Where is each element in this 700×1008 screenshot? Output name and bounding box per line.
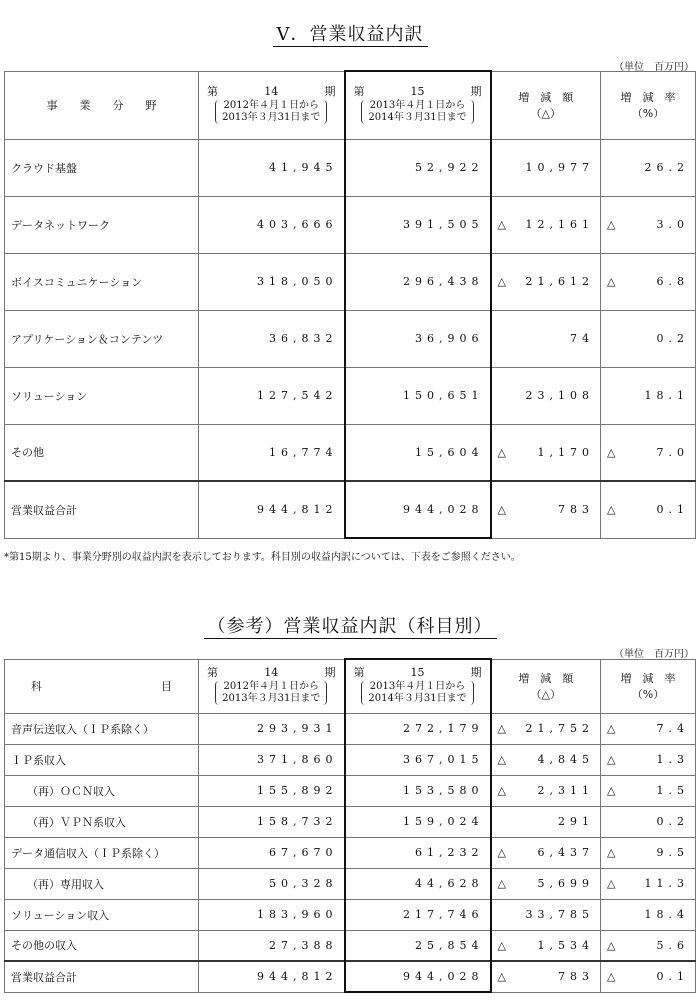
value-period14: 50,328: [199, 868, 345, 899]
value-period15: 217,746: [345, 899, 491, 930]
value-period14: 67,670: [199, 837, 345, 868]
decrease-marker: △: [497, 877, 506, 890]
value-change: [491, 744, 601, 775]
value-period14: 155,892: [199, 775, 345, 806]
value-period15: 159,024: [345, 806, 491, 837]
table-row: [5, 424, 696, 481]
decrease-marker: △: [497, 722, 506, 735]
value-period15: 15,604: [345, 424, 491, 481]
change-amount: 783: [558, 503, 594, 517]
decrease-marker: △: [607, 753, 616, 766]
value-period14: 318,050: [199, 253, 345, 310]
change-amount: 291: [558, 815, 594, 828]
change-amount: 1,534: [537, 938, 594, 952]
header-change: 増 減 額 （△）: [491, 71, 601, 139]
decrease-marker: △: [497, 753, 506, 766]
value-change: [491, 868, 601, 899]
decrease-marker: △: [607, 877, 616, 890]
change-amount: 74: [570, 332, 594, 345]
change-rate: 18.4: [644, 908, 689, 921]
total-row: [5, 481, 696, 538]
account-item-table: [4, 658, 696, 993]
change-rate: 3.0: [656, 218, 689, 231]
value-change: [491, 806, 601, 837]
decrease-marker: △: [497, 970, 506, 984]
value-rate: [601, 713, 696, 744]
business-segment-table: [4, 70, 696, 539]
row-label: クラウド基盤: [5, 139, 199, 196]
value-period15: 296,438: [345, 253, 491, 310]
table-row: [5, 713, 696, 744]
value-change: [491, 713, 601, 744]
value-period14: 127,542: [199, 367, 345, 424]
change-amount: 1,170: [537, 445, 594, 459]
change-amount: 2,311: [537, 784, 594, 797]
value-rate: [601, 899, 696, 930]
value-period14: 41,945: [199, 139, 345, 196]
change-amount: 21,612: [525, 275, 594, 288]
table-row: [5, 868, 696, 899]
header-period15: 第 15 期 2013年４月１日から 2014年３月31日まで: [345, 71, 491, 139]
value-rate: [601, 837, 696, 868]
change-rate: 7.0: [656, 445, 689, 459]
value-change: [491, 310, 601, 367]
decrease-marker: △: [497, 275, 506, 288]
value-change: [491, 837, 601, 868]
value-rate: [601, 961, 696, 992]
section1-unit: （単位 百万円）: [614, 62, 694, 73]
change-rate: 1.3: [656, 753, 689, 766]
row-label: その他の収入: [5, 930, 199, 961]
section1-title: Ⅴ．営業収益内訳: [0, 20, 700, 46]
table-row: [5, 837, 696, 868]
row-label: （再）専用収入: [5, 868, 199, 899]
header-rate: 増 減 率 （%）: [601, 659, 696, 713]
row-label: 営業収益合計: [5, 961, 199, 992]
change-amount: 5,699: [537, 877, 594, 890]
value-period15: 44,628: [345, 868, 491, 899]
value-period15: 36,906: [345, 310, 491, 367]
decrease-marker: △: [607, 503, 616, 517]
decrease-marker: △: [497, 784, 506, 797]
value-rate: [601, 868, 696, 899]
value-period15: 61,232: [345, 837, 491, 868]
value-period14: 16,774: [199, 424, 345, 481]
change-rate: 18.1: [644, 389, 689, 402]
value-period15: 153,580: [345, 775, 491, 806]
header-period14: 第 14 期 2012年４月１日から 2013年３月31日まで: [199, 659, 345, 713]
decrease-marker: △: [607, 275, 616, 288]
row-label: アプリケーション＆コンテンツ: [5, 310, 199, 367]
value-rate: [601, 139, 696, 196]
decrease-marker: △: [607, 722, 616, 735]
decrease-marker: △: [497, 938, 506, 952]
table-row: [5, 744, 696, 775]
row-label: その他: [5, 424, 199, 481]
header-rate: 増 減 率 （%）: [601, 71, 696, 139]
value-period15: 25,854: [345, 930, 491, 961]
value-change: [491, 367, 601, 424]
value-period14: 158,732: [199, 806, 345, 837]
table-row: [5, 310, 696, 367]
header-period15: 第 15 期 2013年４月１日から 2014年３月31日まで: [345, 659, 491, 713]
decrease-marker: △: [607, 784, 616, 797]
value-rate: [601, 196, 696, 253]
value-change: [491, 424, 601, 481]
value-change: [491, 930, 601, 961]
value-rate: [601, 481, 696, 538]
table-row: [5, 367, 696, 424]
value-rate: [601, 253, 696, 310]
change-rate: 5.6: [656, 938, 689, 952]
row-label: 営業収益合計: [5, 481, 199, 538]
change-rate: 0.1: [656, 503, 689, 517]
change-rate: 26.2: [644, 161, 689, 174]
header-category: 事 業 分 野: [5, 71, 199, 139]
section2-title: （参考）営業収益内訳（科目別）: [0, 612, 700, 638]
decrease-marker: △: [607, 445, 616, 459]
decrease-marker: △: [607, 218, 616, 231]
value-period14: 944,812: [199, 961, 345, 992]
row-label: 音声伝送収入（ＩＰ系除く）: [5, 713, 199, 744]
row-label: ソリューション: [5, 367, 199, 424]
value-change: [491, 196, 601, 253]
value-period14: 944,812: [199, 481, 345, 538]
section2-unit: （単位 百万円）: [614, 649, 694, 660]
total-row: [5, 961, 696, 992]
change-rate: 0.2: [656, 332, 689, 345]
value-change: [491, 961, 601, 992]
section1-note: *第15期より、事業分野別の収益内訳を表示しております。科目別の収益内訳については、下表をご参照ください。: [4, 552, 521, 563]
value-period15: 944,028: [345, 481, 491, 538]
change-amount: 21,752: [525, 722, 594, 735]
change-rate: 0.2: [656, 815, 689, 828]
decrease-marker: △: [497, 218, 506, 231]
row-label: データネットワーク: [5, 196, 199, 253]
decrease-marker: △: [607, 846, 616, 859]
value-period14: 293,931: [199, 713, 345, 744]
value-period15: 52,922: [345, 139, 491, 196]
decrease-marker: △: [607, 970, 616, 984]
value-period14: 36,832: [199, 310, 345, 367]
value-rate: [601, 367, 696, 424]
value-rate: [601, 744, 696, 775]
change-amount: 12,161: [525, 218, 594, 231]
change-rate: 7.4: [656, 722, 689, 735]
table-row: [5, 253, 696, 310]
row-label: データ通信収入（ＩＰ系除く）: [5, 837, 199, 868]
value-period14: 183,960: [199, 899, 345, 930]
value-period15: 391,505: [345, 196, 491, 253]
header-change: 増 減 額 （△）: [491, 659, 601, 713]
decrease-marker: △: [497, 503, 506, 517]
change-rate: 1.5: [656, 784, 689, 797]
change-amount: 10,977: [525, 161, 594, 174]
row-label: ＩＰ系収入: [5, 744, 199, 775]
value-change: [491, 253, 601, 310]
table-row: [5, 775, 696, 806]
change-rate: 0.1: [656, 970, 689, 984]
value-rate: [601, 310, 696, 367]
table-row: [5, 806, 696, 837]
change-rate: 9.5: [656, 846, 689, 859]
header-category: 科 目: [5, 659, 199, 713]
change-amount: 4,845: [537, 753, 594, 766]
value-change: [491, 481, 601, 538]
header-period14: 第 14 期 2012年４月１日から 2013年３月31日まで: [199, 71, 345, 139]
table-row: [5, 930, 696, 961]
value-period15: 272,179: [345, 713, 491, 744]
row-label: ソリューション収入: [5, 899, 199, 930]
decrease-marker: △: [607, 938, 616, 952]
value-change: [491, 899, 601, 930]
row-label: （再）ＯＣＮ収入: [5, 775, 199, 806]
decrease-marker: △: [497, 445, 506, 459]
value-period14: 27,388: [199, 930, 345, 961]
value-change: [491, 775, 601, 806]
change-amount: 6,437: [537, 846, 594, 859]
value-period15: 944,028: [345, 961, 491, 992]
change-rate: 6.8: [656, 275, 689, 288]
value-rate: [601, 424, 696, 481]
change-amount: 33,785: [525, 908, 594, 921]
table-row: [5, 196, 696, 253]
value-rate: [601, 930, 696, 961]
value-period14: 371,860: [199, 744, 345, 775]
row-label: （再）ＶＰＮ系収入: [5, 806, 199, 837]
change-amount: 783: [558, 970, 594, 984]
change-rate: 11.3: [644, 877, 689, 890]
value-period14: 403,666: [199, 196, 345, 253]
value-period15: 367,015: [345, 744, 491, 775]
decrease-marker: △: [497, 846, 506, 859]
value-change: [491, 139, 601, 196]
row-label: ボイスコミュニケーション: [5, 253, 199, 310]
value-rate: [601, 775, 696, 806]
value-rate: [601, 806, 696, 837]
table-row: [5, 139, 696, 196]
change-amount: 23,108: [525, 389, 594, 402]
value-period15: 150,651: [345, 367, 491, 424]
table-row: [5, 899, 696, 930]
